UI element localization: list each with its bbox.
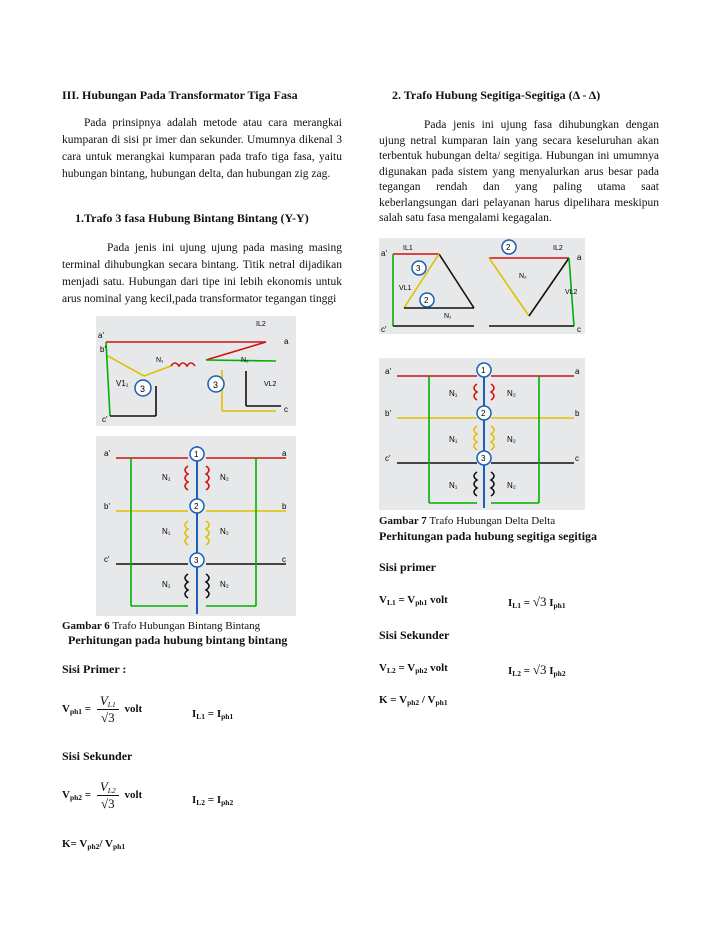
- label-c-prime: c': [381, 325, 387, 334]
- label-a-prime: a': [104, 449, 110, 458]
- formula-vph1: $V_{ph1}$ = $\frac{V_{L1}}{√3}$ volt: [62, 693, 143, 725]
- label-a: a: [282, 449, 287, 458]
- yy-secondary-label: Sisi Sekunder: [62, 749, 133, 763]
- formula-vl2: $V_{L2} = V_{ph2}$ volt: [379, 662, 448, 675]
- label-n2: N₂: [519, 273, 527, 280]
- delta-core-2: 2: [481, 409, 486, 418]
- label-c: c: [284, 405, 288, 414]
- label-vl1: VL1: [399, 285, 412, 292]
- label-a-prime: a': [381, 249, 387, 258]
- label-n2b: N₂: [507, 435, 516, 444]
- formula-il2: $I_{L2} = I_{ph2}$: [192, 794, 234, 807]
- label-c-prime: c': [102, 415, 108, 424]
- label-vl2: VL2: [565, 289, 578, 296]
- coil-number-3b: 3: [213, 380, 219, 390]
- delta-coil-2: 2: [424, 296, 429, 305]
- label-il2: IL2: [256, 321, 266, 328]
- label-n2b: N₂: [220, 527, 229, 536]
- delta-primary-label: Sisi primer: [379, 560, 436, 574]
- delta-heading: 2. Trafo Hubung Segitiga-Segitiga (Δ - Δ): [392, 88, 601, 102]
- formula-vph2: $V_{ph2}$ = $\frac{V_{L2}}{√3}$ volt: [62, 779, 143, 811]
- label-n1b: N₁: [162, 527, 171, 536]
- label-n1: N₁: [449, 389, 458, 398]
- formula-k-yy: $K= V_{ph2}/$ $V_{ph1}$: [62, 838, 126, 851]
- label-c-prime: c': [385, 454, 391, 463]
- delta-core-1: 1: [481, 366, 486, 375]
- label-n2: N₂: [507, 389, 516, 398]
- label-a: a: [577, 253, 582, 262]
- delta-secondary-label: Sisi Sekunder: [379, 628, 450, 642]
- yy-paragraph: Pada jenis ini ujung ujung pada masing masing terminal dihubungkan secara bintang. Titik netral dijadikan menjadi satu. Hubungan dari tipe ini lebih ekonomis untuk arus nominal yang kecil,pada transformator tegangan tinggi: [62, 242, 342, 305]
- figure-6-caption: Gambar 6 Trafo Hubungan Bintang Bintang: [62, 620, 261, 632]
- delta-paragraph: Pada jenis ini ujung fasa dihubungkan dengan ujung netral kumparan lain yang secara keseluruhan akan terbentuk hubungan delta/ segitiga. Hubungan ini umumnya digunakan pada sistem yang menyalurkan arus besar pada tegangan rendah dan yang paling utama saat keberlangsungan dari pelayanan harus dipelihara meskipun salah satu fasa mengalami kegagalan.: [379, 119, 659, 224]
- delta-wiring-diagram: [379, 238, 585, 334]
- label-il1: IL1: [403, 245, 413, 252]
- core-number-1: 1: [194, 450, 199, 459]
- label-n2c: N₂: [507, 481, 516, 490]
- label-n1c: N₁: [162, 580, 171, 589]
- formula-il1: $I_{L1} = I_{ph1}$: [192, 708, 234, 721]
- label-b-prime: b': [385, 409, 391, 418]
- label-v1: V1₁: [116, 379, 129, 388]
- label-n1: N₁: [444, 313, 452, 320]
- delta-core-diagram: [379, 358, 585, 510]
- core-number-2: 2: [194, 502, 199, 511]
- label-n1b: N₁: [449, 435, 458, 444]
- label-a: a: [284, 337, 289, 346]
- delta-coil-2b: 2: [506, 243, 511, 252]
- label-b: b: [282, 502, 287, 511]
- figure-7-caption: Gambar 7 Trafo Hubungan Delta Delta: [379, 515, 556, 527]
- delta-coil-3: 3: [416, 264, 421, 273]
- label-n1c: N₁: [449, 481, 458, 490]
- label-b: b: [575, 409, 580, 418]
- label-a-prime: a': [98, 331, 104, 340]
- delta-calc-heading: Perhitungan pada hubung segitiga segitiga: [379, 529, 598, 543]
- formula-k-delta: $K = V_{ph2} / V_{ph1}$: [379, 694, 448, 707]
- yy-wiring-diagram: [96, 316, 296, 426]
- label-c-prime: c': [104, 555, 110, 564]
- label-a-prime: a': [385, 367, 391, 376]
- formula-il1-delta: $I_{L1} = √3$ $I_{ph1}$: [508, 594, 566, 610]
- label-vl2: VL2: [264, 381, 277, 388]
- intro-paragraph: Pada prinsipnya adalah metode atau cara merangkai kumparan di sisi pr imer dan sekunder. Umumnya dikenal 3 cara untuk merangkai kumparan pada trafo tiga fasa, yaitu hubungan bintang, hubungan delta, dan hubungan zig zag.: [62, 117, 342, 180]
- yy-primary-label: Sisi Primer :: [62, 662, 127, 676]
- label-c: c: [282, 555, 286, 564]
- formula-il2-delta: $I_{L2} = √3$ $I_{ph2}$: [508, 662, 566, 678]
- section-heading: III. Hubungan Pada Transformator Tiga Fasa: [62, 88, 298, 102]
- label-c: c: [577, 325, 581, 334]
- label-il2: IL2: [553, 245, 563, 252]
- yy-subheading: 1.Trafo 3 fasa Hubung Bintang Bintang (Y-Y): [75, 211, 309, 225]
- label-n2: N₂: [241, 357, 249, 364]
- label-b-prime: b': [104, 502, 110, 511]
- yy-calc-heading: Perhitungan pada hubung bintang bintang: [68, 633, 288, 647]
- label-n2c: N₂: [220, 580, 229, 589]
- yy-core-diagram: [96, 436, 296, 616]
- delta-core-3: 3: [481, 454, 486, 463]
- formula-vl1: $V_{L1} = V_{ph1}$ volt: [379, 594, 448, 607]
- label-n2: N₂: [220, 473, 229, 482]
- label-b-prime: b': [100, 345, 106, 354]
- label-n1: N₁: [156, 357, 164, 364]
- label-a: a: [575, 367, 580, 376]
- label-n1: N₁: [162, 473, 171, 482]
- core-number-3: 3: [194, 556, 199, 565]
- label-c: c: [575, 454, 579, 463]
- coil-number-3: 3: [140, 384, 146, 394]
